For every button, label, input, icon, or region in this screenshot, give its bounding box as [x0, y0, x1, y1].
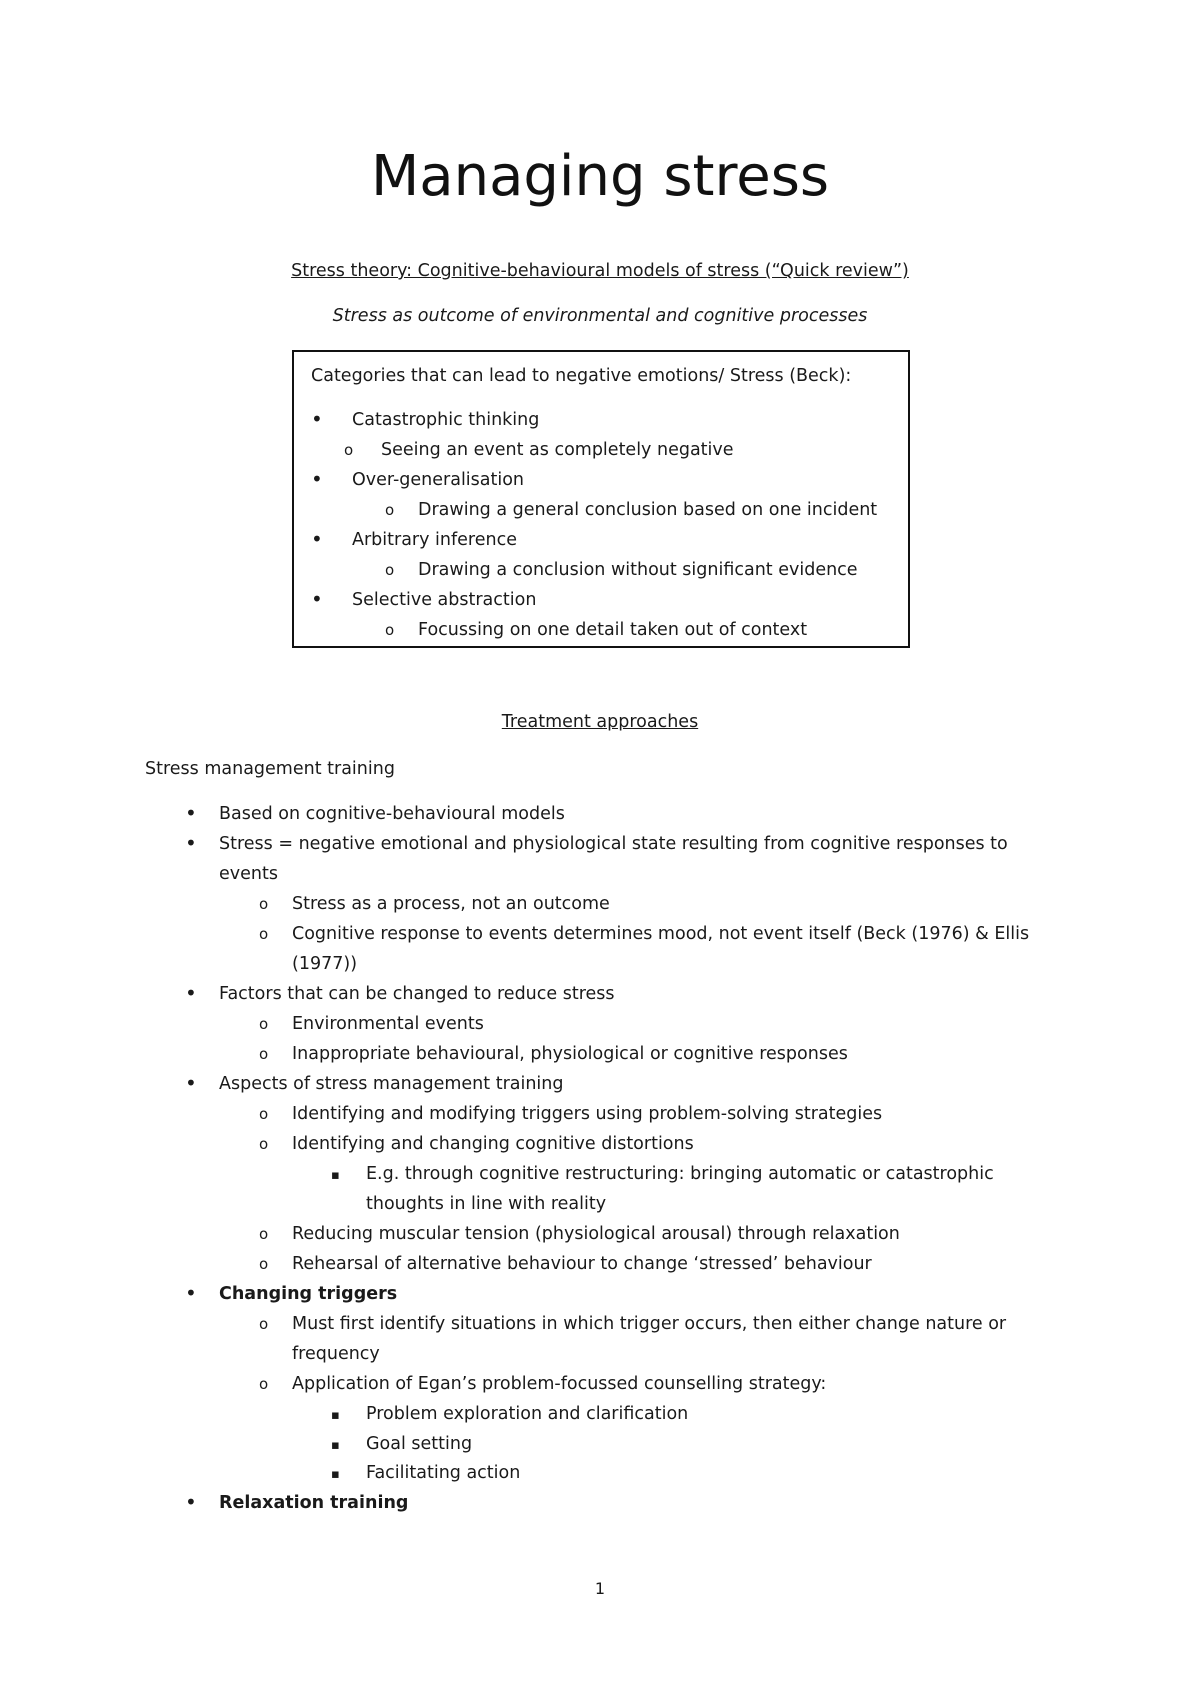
page-title: Managing stress: [370, 144, 830, 209]
treatment-heading: Treatment approaches: [501, 712, 699, 732]
square-bullet-icon: [331, 1402, 340, 1428]
list-subsubitem: Problem exploration and clarification: [366, 1404, 689, 1424]
square-bullet-icon: [331, 1432, 340, 1458]
box-item: Catastrophic thinking: [352, 410, 540, 430]
list-subitem: Stress as a process, not an outcome: [292, 894, 610, 914]
circle-bullet-icon: [385, 498, 394, 522]
list-subsubitem-continued: thoughts in line with reality: [366, 1194, 607, 1214]
circle-bullet-icon: [259, 1222, 268, 1246]
section-subtitle: Stress theory: Cognitive-behavioural models of stress (“Quick review”): [291, 261, 909, 281]
smt-heading: Stress management training: [145, 759, 395, 779]
box-subitem: Drawing a general conclusion based on one incident: [418, 500, 878, 520]
bullet-icon: [185, 831, 197, 857]
box-item: Selective abstraction: [352, 590, 537, 610]
list-subitem: Reducing muscular tension (physiological arousal) through relaxation: [292, 1224, 900, 1244]
page-number: 1: [594, 1579, 606, 1598]
list-item: Aspects of stress management training: [219, 1074, 564, 1094]
circle-bullet-icon: [259, 922, 268, 946]
circle-bullet-icon: [385, 558, 394, 582]
list-subitem: Application of Egan’s problem-focussed counselling strategy:: [292, 1374, 827, 1394]
circle-bullet-icon: [259, 1042, 268, 1066]
bullet-icon: [311, 587, 323, 613]
circle-bullet-icon: [259, 1132, 268, 1156]
list-subitem: Identifying and modifying triggers using problem-solving strategies: [292, 1104, 883, 1124]
list-subitem: Identifying and changing cognitive distortions: [292, 1134, 694, 1154]
list-item-bold: Changing triggers: [219, 1284, 398, 1304]
list-subitem: Cognitive response to events determines mood, not event itself (Beck (1976) & Ellis: [292, 924, 1030, 944]
bullet-icon: [311, 527, 323, 553]
list-subsubitem: Goal setting: [366, 1434, 473, 1454]
circle-bullet-icon: [259, 1372, 268, 1396]
intro-text: Stress as outcome of environmental and cognitive processes: [332, 306, 868, 326]
circle-bullet-icon: [385, 618, 394, 642]
circle-bullet-icon: [259, 1012, 268, 1036]
list-item: Factors that can be changed to reduce stress: [219, 984, 615, 1004]
bullet-icon: [185, 1071, 197, 1097]
bullet-icon: [311, 407, 323, 433]
circle-bullet-icon: [259, 1102, 268, 1126]
list-subsubitem: Facilitating action: [366, 1463, 521, 1483]
list-item: Stress = negative emotional and physiological state resulting from cognitive responses to: [219, 834, 1008, 854]
list-subitem: Must first identify situations in which trigger occurs, then either change nature or: [292, 1314, 1007, 1334]
box-item: Over-generalisation: [352, 470, 525, 490]
square-bullet-icon: [331, 1461, 340, 1487]
list-subsubitem: E.g. through cognitive restructuring: bringing automatic or catastrophic: [366, 1164, 994, 1184]
bullet-icon: [311, 467, 323, 493]
box-subitem: Drawing a conclusion without significant evidence: [418, 560, 858, 580]
circle-bullet-icon: [344, 438, 353, 462]
bullet-icon: [185, 1490, 197, 1516]
bullet-icon: [185, 801, 197, 827]
box-item: Arbitrary inference: [352, 530, 517, 550]
circle-bullet-icon: [259, 1312, 268, 1336]
list-item: Based on cognitive-behavioural models: [219, 804, 565, 824]
list-item-continued: events: [219, 864, 278, 884]
square-bullet-icon: [331, 1162, 340, 1188]
list-item-bold: Relaxation training: [219, 1493, 409, 1513]
list-subitem-continued: frequency: [292, 1344, 380, 1364]
circle-bullet-icon: [259, 892, 268, 916]
list-subitem-continued: (1977)): [292, 954, 358, 974]
bullet-icon: [185, 981, 197, 1007]
list-subitem: Rehearsal of alternative behaviour to change ‘stressed’ behaviour: [292, 1254, 872, 1274]
box-subitem: Focussing on one detail taken out of context: [418, 620, 808, 640]
bullet-icon: [185, 1281, 197, 1307]
list-subitem: Inappropriate behavioural, physiological or cognitive responses: [292, 1044, 848, 1064]
circle-bullet-icon: [259, 1252, 268, 1276]
box-heading: Categories that can lead to negative emotions/ Stress (Beck):: [311, 366, 852, 386]
list-subitem: Environmental events: [292, 1014, 484, 1034]
box-subitem: Seeing an event as completely negative: [381, 440, 734, 460]
